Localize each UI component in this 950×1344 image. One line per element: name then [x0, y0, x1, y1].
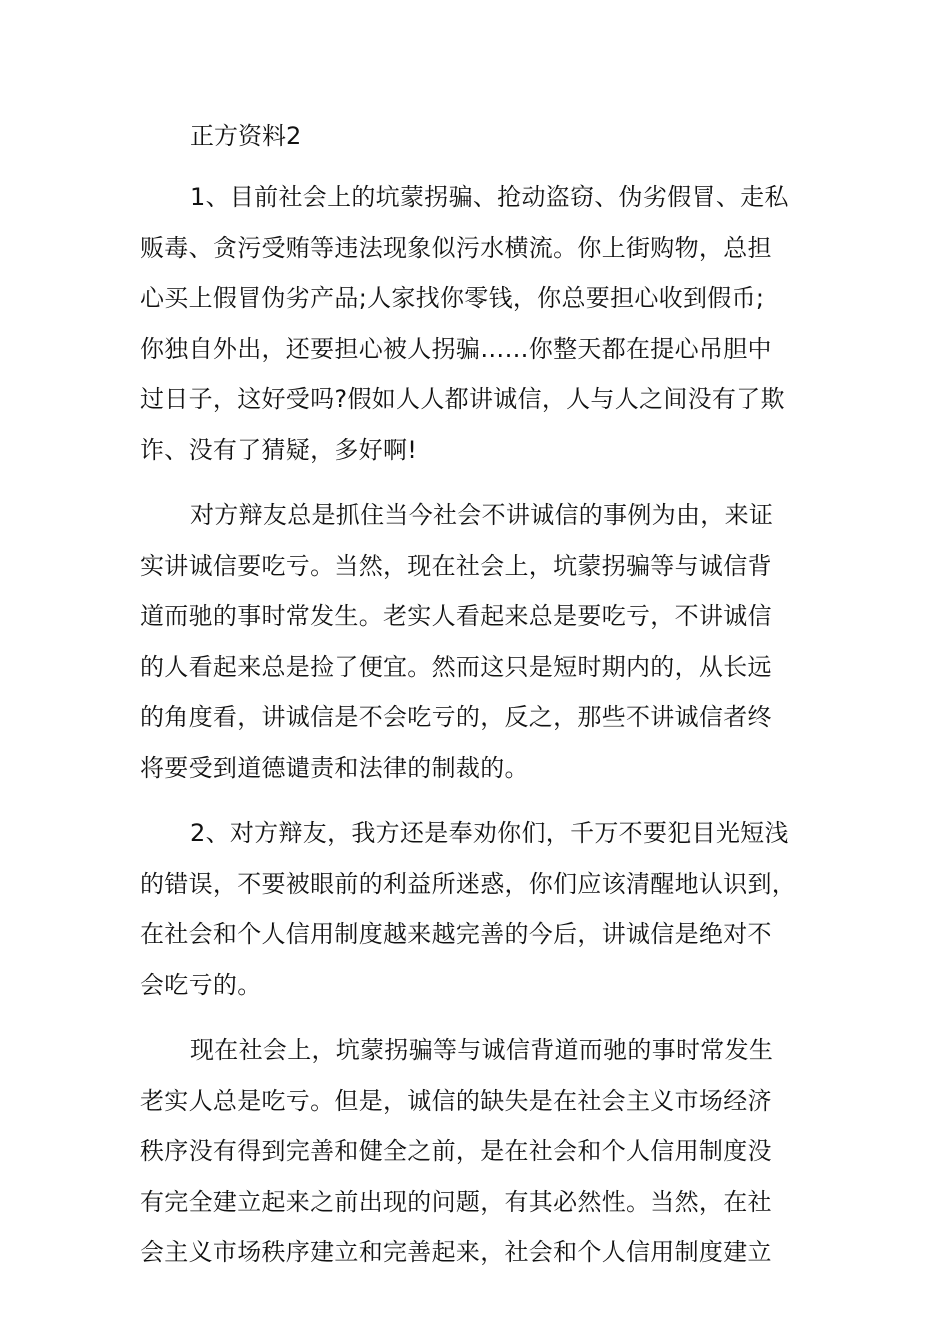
paragraph-line: 1、目前社会上的坑蒙拐骗、抢动盗窃、伪劣假冒、走私	[190, 183, 789, 211]
paragraph-line: 的人看起来总是捡了便宜。然而这只是短时期内的，从长远	[140, 652, 772, 681]
paragraph-2	[140, 490, 830, 793]
document-title: 正方资料2	[190, 122, 302, 150]
paragraph-line: 贩毒、贪污受贿等违法现象似污水横流。你上街购物，总担	[140, 233, 772, 262]
paragraph-line: 实讲诚信要吃亏。当然，现在社会上，坑蒙拐骗等与诚信背	[140, 551, 772, 580]
paragraph-line: 老实人总是吃亏。但是，诚信的缺失是在社会主义市场经济	[140, 1086, 772, 1115]
paragraph-line: 对方辩友总是抓住当今社会不讲诚信的事例为由，来证	[190, 501, 774, 529]
document-body	[140, 172, 830, 1293]
paragraph-line: 将要受到道德谴责和法律的制裁的。	[140, 753, 529, 782]
paragraph-line: 你独自外出，还要担心被人拐骗……你整天都在提心吊胆中	[140, 334, 772, 363]
paragraph-line: 过日子，这好受吗?假如人人都讲诚信，人与人之间没有了欺	[140, 385, 785, 413]
paragraph-4	[140, 1025, 830, 1278]
paragraph-line: 道而驰的事时常发生。老实人看起来总是要吃亏，不讲诚信	[140, 602, 772, 630]
paragraph-line: 会吃亏的。	[140, 970, 262, 999]
paragraph-3	[140, 808, 830, 1010]
paragraph-line: 在社会和个人信用制度越来越完善的今后，讲诚信是绝对不	[140, 920, 772, 948]
paragraph-line: 的角度看，讲诚信是不会吃亏的，反之，那些不讲诚信者终	[140, 703, 772, 731]
paragraph-line: 2、对方辩友，我方还是奉劝你们，千万不要犯目光短浅	[190, 819, 789, 847]
paragraph-line: 会主义市场秩序建立和完善起来，社会和个人信用制度建立	[140, 1238, 772, 1266]
paragraph-line: 现在社会上，坑蒙拐骗等与诚信背道而驰的事时常发生	[190, 1036, 774, 1064]
paragraph-line: 心买上假冒伪劣产品;人家找你零钱，你总要担心收到假币;	[140, 284, 765, 312]
paragraph-line: 诈、没有了猜疑，多好啊!	[140, 435, 418, 464]
paragraph-line: 秩序没有得到完善和健全之前，是在社会和个人信用制度没	[140, 1137, 772, 1165]
paragraph-line: 的错误，不要被眼前的利益所迷惑，你们应该清醒地认识到，	[140, 869, 797, 898]
paragraph-line: 有完全建立起来之前出现的问题，有其必然性。当然，在社	[140, 1187, 772, 1216]
paragraph-1	[140, 172, 830, 475]
